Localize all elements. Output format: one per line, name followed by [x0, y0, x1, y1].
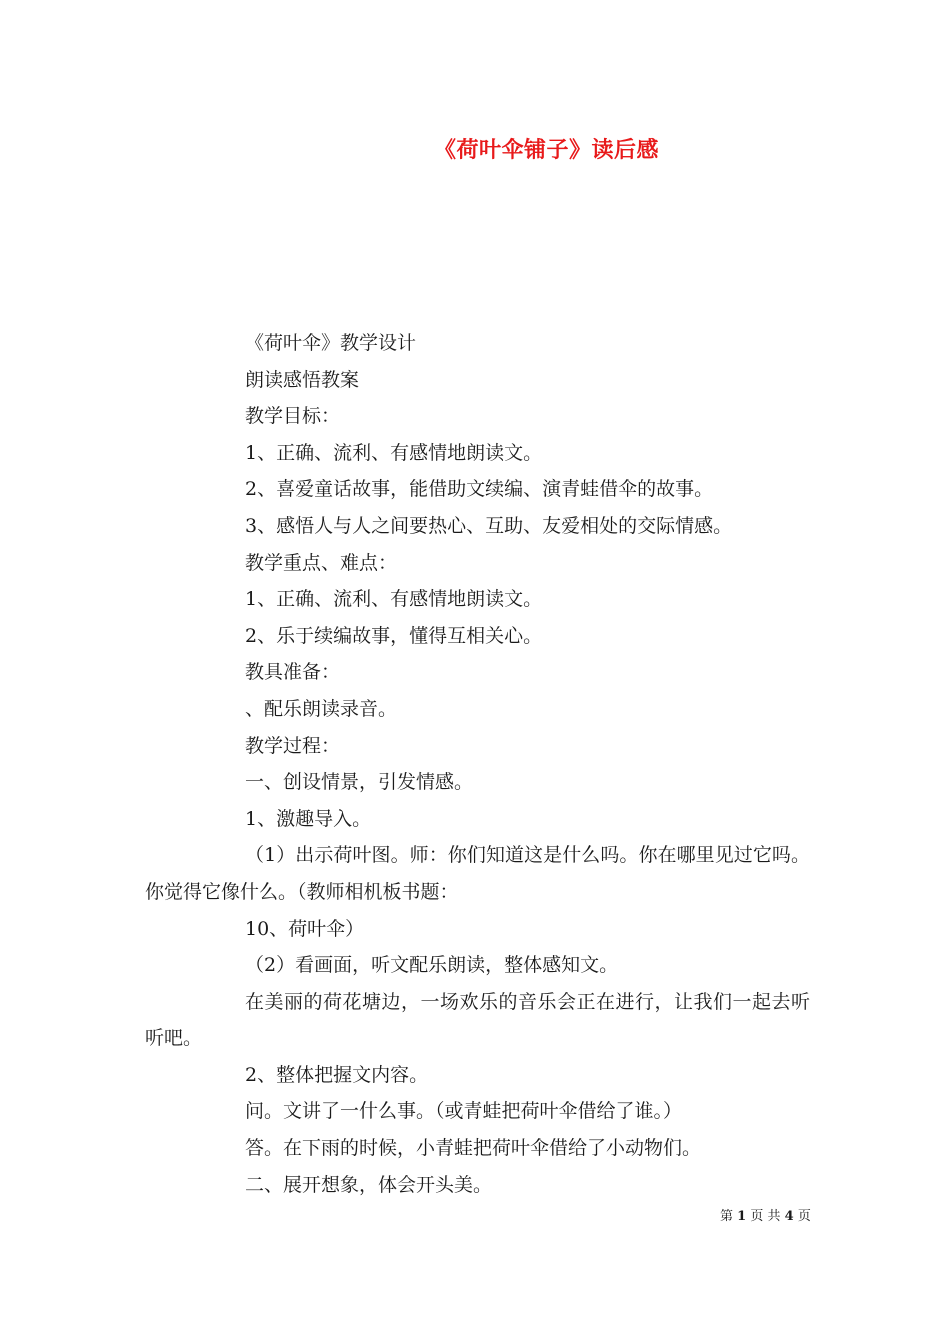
paragraph: 、配乐朗读录音。	[245, 697, 398, 720]
paragraph: 一、创设情景，引发情感。	[245, 771, 474, 794]
paragraph: 2、喜爱童话故事，能借助文续编、演青蛙借伞的故事。	[245, 478, 714, 501]
paragraph: 2、乐于续编故事，懂得互相关心。	[245, 624, 543, 647]
footer-middle: 页 共	[750, 1209, 781, 1224]
paragraph: 朗读感悟教案	[245, 368, 360, 391]
page-number-footer	[720, 1205, 811, 1224]
paragraph: 教学目标：	[245, 405, 341, 428]
paragraph: 1、正确、流利、有感情地朗读文。	[245, 441, 543, 464]
paragraph: 1、正确、流利、有感情地朗读文。	[245, 588, 543, 611]
paragraph: 2、整体把握文内容。	[245, 1063, 429, 1086]
paragraph: 《荷叶伞》教学设计	[245, 332, 417, 354]
paragraph: 教具准备：	[245, 661, 341, 684]
paragraph: 答。在下雨的时候，小青蛙把荷叶伞借给了小动物们。	[245, 1137, 702, 1160]
footer-suffix: 页	[797, 1209, 811, 1224]
paragraph: 10、荷叶伞）	[245, 917, 365, 940]
paragraph: （1）出示荷叶图。师：你们知道这是什么吗。你在哪里见过它吗。你觉得它像什么。（教师相机板书题：	[145, 844, 810, 903]
document-title: 《荷叶伞铺子》读后感	[434, 137, 660, 163]
paragraph: 在美丽的荷花塘边，一场欢乐的音乐会正在进行，让我们一起去听听吧。	[145, 990, 810, 1050]
paragraph: 教学过程：	[245, 734, 341, 757]
paragraph: 二、展开想象，体会开头美。	[245, 1173, 493, 1196]
paragraph: （2）看画面，听文配乐朗读，整体感知文。	[245, 954, 619, 977]
document-body	[145, 325, 810, 1203]
paragraph: 3、感悟人与人之间要热心、互助、友爱相处的交际情感。	[245, 514, 733, 537]
footer-total-pages: 4	[784, 1209, 794, 1224]
footer-current-page: 1	[737, 1209, 747, 1224]
footer-prefix: 第	[720, 1209, 734, 1224]
paragraph: 问。文讲了一什么事。（或青蛙把荷叶伞借给了谁。）	[245, 1100, 683, 1123]
paragraph: 1、激趣导入。	[245, 807, 372, 830]
paragraph: 教学重点、难点：	[245, 551, 398, 574]
